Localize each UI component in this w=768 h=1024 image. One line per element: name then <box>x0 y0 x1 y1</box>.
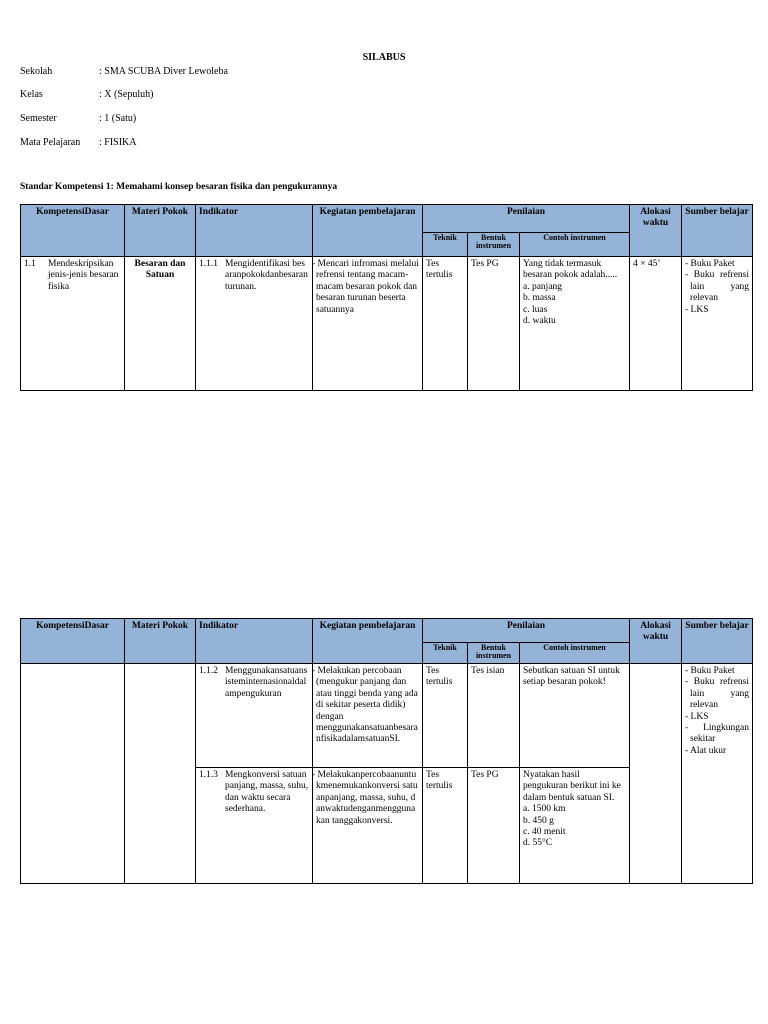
alokasi-cell <box>630 664 682 884</box>
header-contoh: Contoh instrumen <box>520 233 630 257</box>
meta-semester: Semester : 1 (Satu) <box>20 113 137 124</box>
header-sumber: Sumber belajar <box>682 619 753 664</box>
bentuk-cell: Tes PG <box>468 257 520 391</box>
meta-sekolah: Sekolah : SMA SCUBA Diver Lewoleba <box>20 66 228 77</box>
teknik-cell: Tes tertulis <box>423 664 468 768</box>
meta-mata-pelajaran: Mata Pelajaran : FISIKA <box>20 137 137 148</box>
header-penilaian: Penilaian <box>423 619 630 643</box>
header-kompetensi-dasar: KompetensiDasar <box>21 205 125 257</box>
header-kompetensi-dasar: KompetensiDasar <box>21 619 125 664</box>
sumber-cell: - Buku Paket - Buku refrensi lain yang relevan - LKS <box>682 257 753 391</box>
syllabus-table-2 <box>20 618 753 884</box>
header-teknik: Teknik <box>423 643 468 664</box>
sumber-cell: - Buku Paket - Buku refrensi lain yang relevan - LKS - Lingkungan sekitar - Alat ukur <box>682 664 753 884</box>
header-kegiatan: Kegiatan pembelajaran <box>313 205 423 257</box>
header-penilaian: Penilaian <box>423 205 630 233</box>
header-indikator: Indikator <box>196 205 313 257</box>
header-indikator: Indikator <box>196 619 313 664</box>
table-row <box>21 257 753 391</box>
header-kegiatan: Kegiatan pembelajaran <box>313 619 423 664</box>
kd-cell: 1.1 Mendeskripsikan jenis-jenis besaran fisika <box>21 257 125 391</box>
header-contoh: Contoh instrumen <box>520 643 630 664</box>
table-row <box>21 664 753 768</box>
header-bentuk: Bentuk instrumen <box>468 643 520 664</box>
page-title: SILABUS <box>362 52 406 63</box>
contoh-cell: Yang tidak termasuk besaran pokok adalah..... a. panjang b. massa c. luas d. waktu <box>520 257 630 391</box>
indikator-cell: 1.1.3 Mengkonversi satuan panjang, massa, suhu, dan waktu secara sederhana. <box>196 768 313 884</box>
kegiatan-cell: - Melakukanpercobaanuntukmenemukankonversi satuanpanjang, massa, suhu, danwaktudenganmenggunakan tanggakonversi. <box>313 768 423 884</box>
contoh-cell: Sebutkan satuan SI untuk setiap besaran pokok! <box>520 664 630 768</box>
teknik-cell: Tes tertulis <box>423 257 468 391</box>
indikator-cell: 1.1.1 Mengidentifikasi besaranpokokdanbesaranturunan. <box>196 257 313 391</box>
bentuk-cell: Tes isian <box>468 664 520 768</box>
standar-kompetensi: Standar Kompetensi 1: Memahami konsep besaran fisika dan pengukurannya <box>20 182 338 192</box>
alokasi-cell: 4 × 45’ <box>630 257 682 391</box>
materi-cell <box>125 664 196 884</box>
header-sumber: Sumber belajar <box>682 205 753 257</box>
bentuk-cell: Tes PG <box>468 768 520 884</box>
header-alokasi: Alokasi waktu <box>630 619 682 664</box>
indikator-cell: 1.1.2 Menggunakansatuansisteminternasionaldalampengukuran <box>196 664 313 768</box>
header-materi-pokok: Materi Pokok <box>125 205 196 257</box>
materi-cell: Besaran dan Satuan <box>125 257 196 391</box>
meta-kelas: Kelas : X (Sepuluh) <box>20 89 154 100</box>
header-teknik: Teknik <box>423 233 468 257</box>
header-bentuk: Bentuk instrumen <box>468 233 520 257</box>
kd-cell <box>21 664 125 884</box>
syllabus-table-1 <box>20 204 753 391</box>
header-materi-pokok: Materi Pokok <box>125 619 196 664</box>
contoh-cell: Nyatakan hasil pengukuran berikut ini ke dalam bentuk satuan SI. a. 1500 km b. 450 g c. 40 menit d. 55°C <box>520 768 630 884</box>
teknik-cell: Tes tertulis <box>423 768 468 884</box>
header-alokasi: Alokasi waktu <box>630 205 682 257</box>
kegiatan-cell: - Melakukan percobaan (mengukur panjang dan atau tinggi benda yang ada di sekitar peserta didik) dengan menggunakansatuanbesaranfisikadalamsatuanSI. <box>313 664 423 768</box>
kegiatan-cell: - Mencari infromasi melalui refrensi tentang macam-macam besaran pokok dan besaran turunan beserta satuannya <box>313 257 423 391</box>
